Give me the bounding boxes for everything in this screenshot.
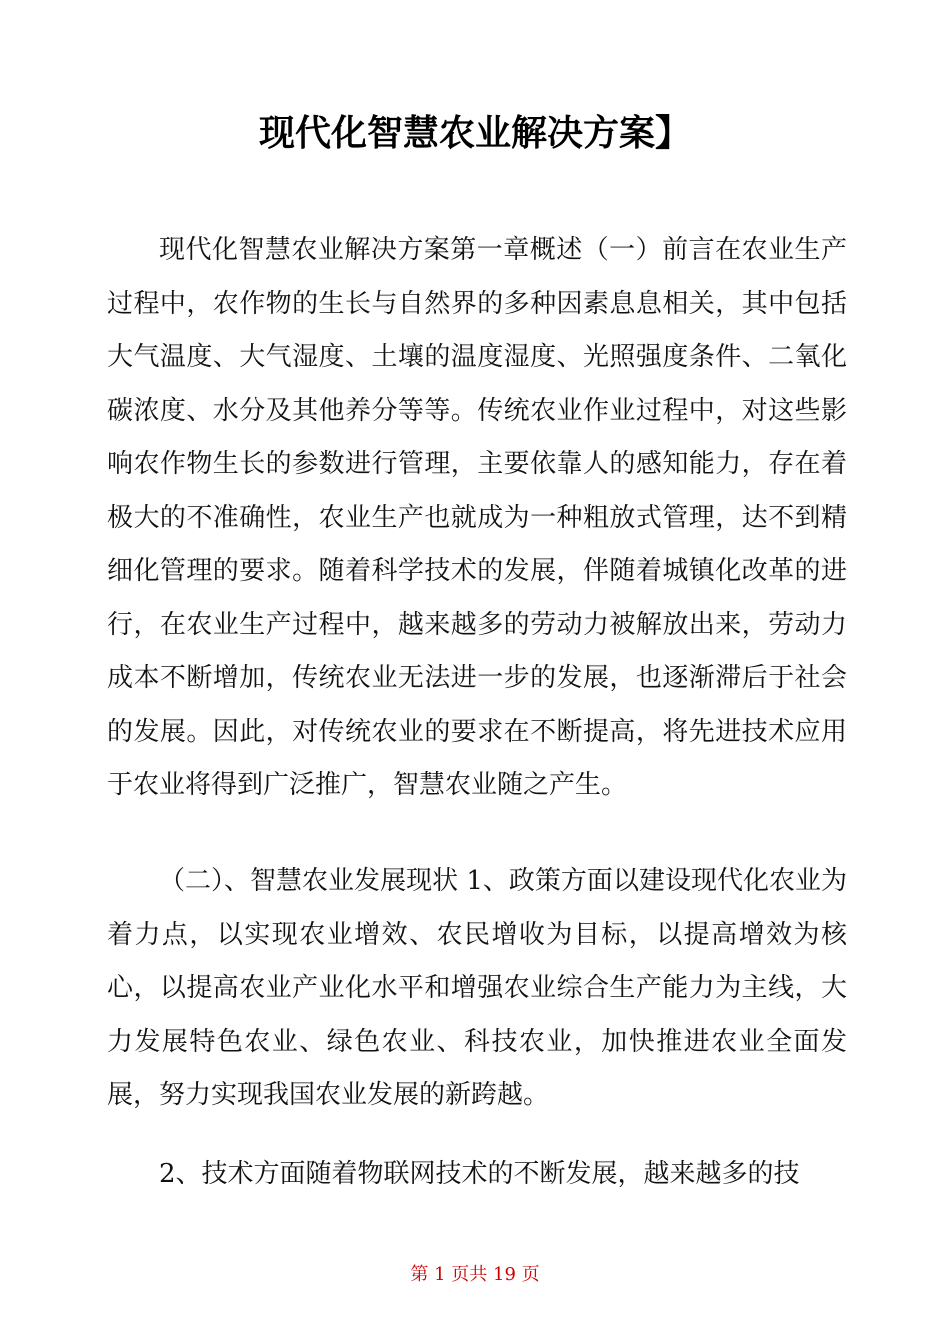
page-footer: 第 1 页共 19 页 [410,1264,540,1285]
paragraph-status [107,855,847,1123]
paragraph-text: （二）、智慧农业发展现状 1、政策方面以建设现代化农业为着力点，以实现农业增效、农民增收为目标，以提高增效为核心，以提高农业产业化水平和增强农业综合生产能力为主线，大力发展特色农业、绿色农业、科技农业，加快推进农业全面发展，努力实现我国农业发展的新跨越。 [107,866,847,1110]
document-title: 现代化智慧农业解决方案】 [258,113,691,154]
paragraph-technology [107,1148,847,1202]
paragraph-text: 2、技术方面随着物联网技术的不断发展，越来越多的技 [159,1159,800,1189]
paragraph-intro [107,224,847,813]
paragraph-text: 现代化智慧农业解决方案第一章概述（一）前言在农业生产过程中，农作物的生长与自然界的多种因素息息相关，其中包括大气温度、大气湿度、土壤的温度湿度、光照强度条件、二氧化碳浓度、水分及其他养分等等。传统农业作业过程中，对这些影响农作物生长的参数进行管理，主要依靠人的感知能力，存在着极大的不准确性，农业生产也就成为一种粗放式管理，达不到精细化管理的要求。随着科学技术的发展，伴随着城镇化改革的进行，在农业生产过程中，越来越多的劳动力被解放出来，劳动力成本不断增加，传统农业无法进一步的发展，也逐渐滞后于社会的发展。因此，对传统农业的要求在不断提高，将先进技术应用于农业将得到广泛推广，智慧农业随之产生。 [107,235,847,800]
